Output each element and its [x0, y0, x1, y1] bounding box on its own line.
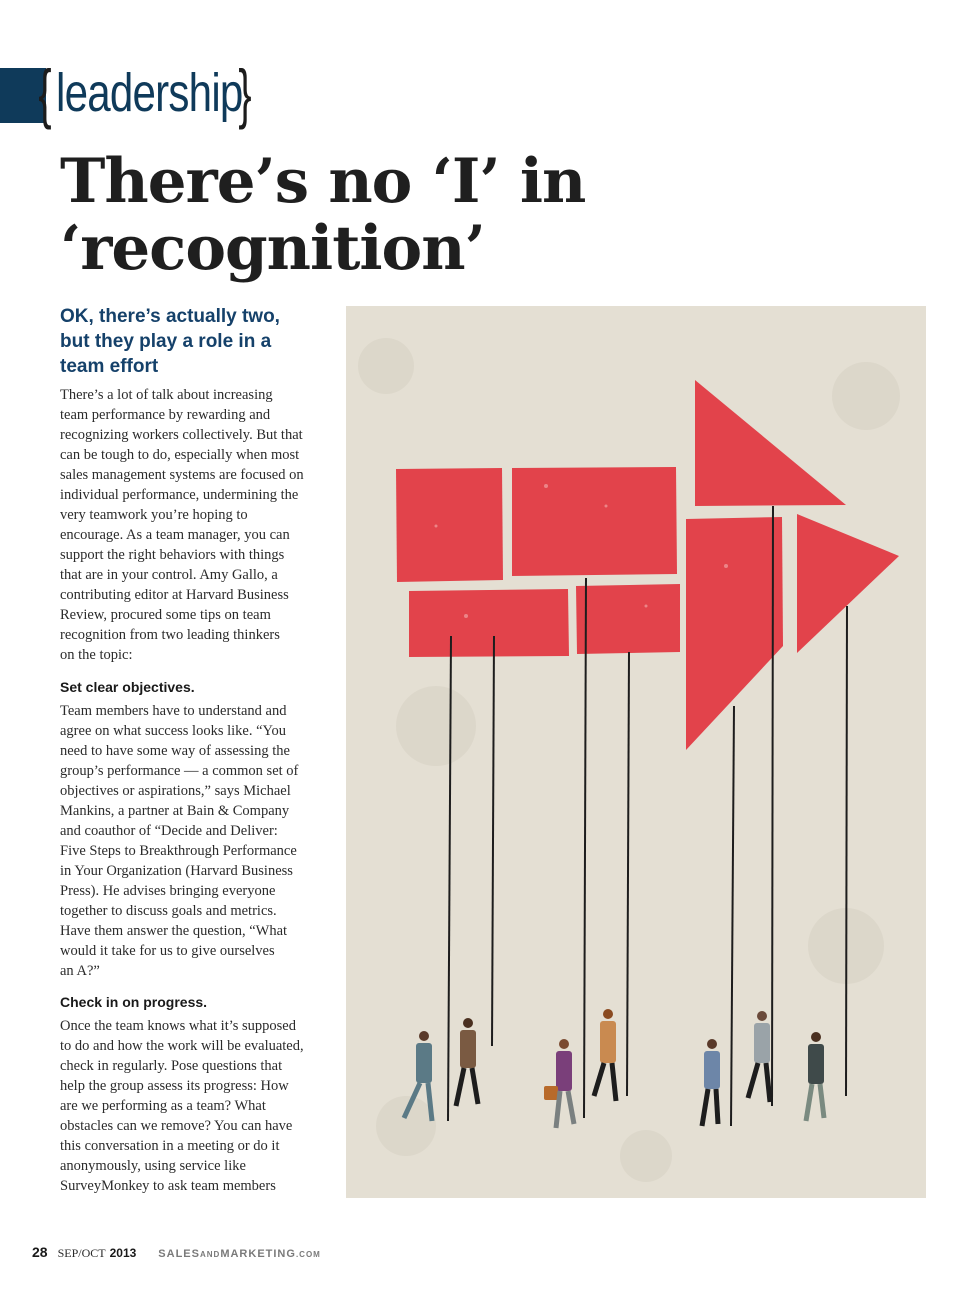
- deck-line-3: team effort: [60, 356, 159, 377]
- text-line: that are in your control. Amy Gallo, a: [60, 567, 278, 583]
- issue-date: SEP/OCT: [57, 1246, 106, 1260]
- deck-line-1: OK, there’s actually two,: [60, 306, 280, 327]
- section-objectives-paragraph: [60, 701, 330, 981]
- text-line: obstacles can we remove? You can have: [60, 1118, 293, 1134]
- text-line: Five Steps to Breakthrough Performance: [60, 843, 297, 859]
- text-line: need to have some way of assessing the: [60, 743, 290, 759]
- site-name-part: .COM: [295, 1250, 321, 1259]
- article-deck: [60, 304, 320, 379]
- text-line: individual performance, undermining the: [60, 487, 299, 503]
- text-line: Have them answer the question, “What: [60, 923, 288, 939]
- subhead-check-progress: Check in on progress.: [60, 994, 208, 1010]
- site-name-part: SALES: [158, 1248, 200, 1260]
- text-line: There’s a lot of talk about increasing: [60, 387, 273, 403]
- text-line: very teamwork you’re hoping to: [60, 507, 248, 523]
- headline-line-2: ‘recognition’: [60, 213, 485, 284]
- text-line: help the group assess its progress: How: [60, 1078, 289, 1094]
- text-line: this conversation in a meeting or do it: [60, 1138, 280, 1154]
- close-brace: }: [238, 56, 252, 130]
- page-footer: [32, 1244, 321, 1261]
- intro-paragraph: [60, 385, 330, 665]
- section-label-text: leadership: [56, 63, 243, 123]
- site-name: [158, 1248, 321, 1260]
- text-line: encourage. As a team manager, you can: [60, 527, 290, 543]
- text-line: team performance by rewarding and: [60, 407, 271, 423]
- text-line: in Your Organization (Harvard Business: [60, 863, 293, 879]
- issue-year: 2013: [109, 1246, 137, 1260]
- open-brace: {: [38, 56, 52, 130]
- text-line: to do and how the work will be evaluated,: [60, 1038, 304, 1054]
- text-line: anonymously, using service like: [60, 1158, 246, 1174]
- text-line: and coauthor of “Decide and Deliver:: [60, 823, 278, 839]
- text-line: Review, procured some tips on team: [60, 607, 271, 623]
- text-line: agree on what success looks like. “You: [60, 723, 287, 739]
- page-number: 28: [32, 1244, 48, 1260]
- headline-line-1: There’s no ‘I’ in: [60, 146, 586, 217]
- text-line: SurveyMonkey to ask team members: [60, 1178, 276, 1194]
- text-line: on the topic:: [60, 647, 133, 663]
- text-line: Team members have to understand and: [60, 703, 287, 719]
- text-line: contributing editor at Harvard Business: [60, 587, 289, 603]
- text-line: Once the team knows what it’s supposed: [60, 1018, 296, 1034]
- text-line: would it take for us to give ourselves: [60, 943, 275, 959]
- text-line: check in regularly. Pose questions that: [60, 1058, 283, 1074]
- text-line: recognizing workers collectively. But that: [60, 427, 303, 443]
- site-name-part: AND: [199, 1250, 221, 1259]
- text-line: are we performing as a team? What: [60, 1098, 266, 1114]
- section-progress-paragraph: [60, 1016, 330, 1196]
- text-line: group’s performance — a common set of: [60, 763, 299, 779]
- section-label: [34, 58, 256, 128]
- text-line: Press). He advises bringing everyone: [60, 883, 276, 899]
- text-line: sales management systems are focused on: [60, 467, 304, 483]
- text-line: an A?”: [60, 963, 100, 979]
- arrow-block-1: [396, 468, 503, 582]
- arrow-block-4: [576, 584, 680, 654]
- arrow-block-3: [409, 589, 569, 657]
- deck-line-2: but they play a role in a: [60, 331, 272, 352]
- text-line: objectives or aspirations,” says Michael: [60, 783, 291, 799]
- text-line: together to discuss goals and metrics.: [60, 903, 277, 919]
- article-headline: [60, 148, 620, 282]
- arrow-block-2: [512, 467, 677, 576]
- text-line: can be tough to do, especially when most: [60, 447, 300, 463]
- site-name-part: MARKETING: [220, 1248, 296, 1260]
- subhead-set-objectives: Set clear objectives.: [60, 679, 195, 695]
- text-line: Mankins, a partner at Bain & Company: [60, 803, 290, 819]
- text-line: support the right behaviors with things: [60, 547, 285, 563]
- illustration-people-carrying-arrow: [346, 306, 926, 1198]
- text-line: recognition from two leading thinkers: [60, 627, 280, 643]
